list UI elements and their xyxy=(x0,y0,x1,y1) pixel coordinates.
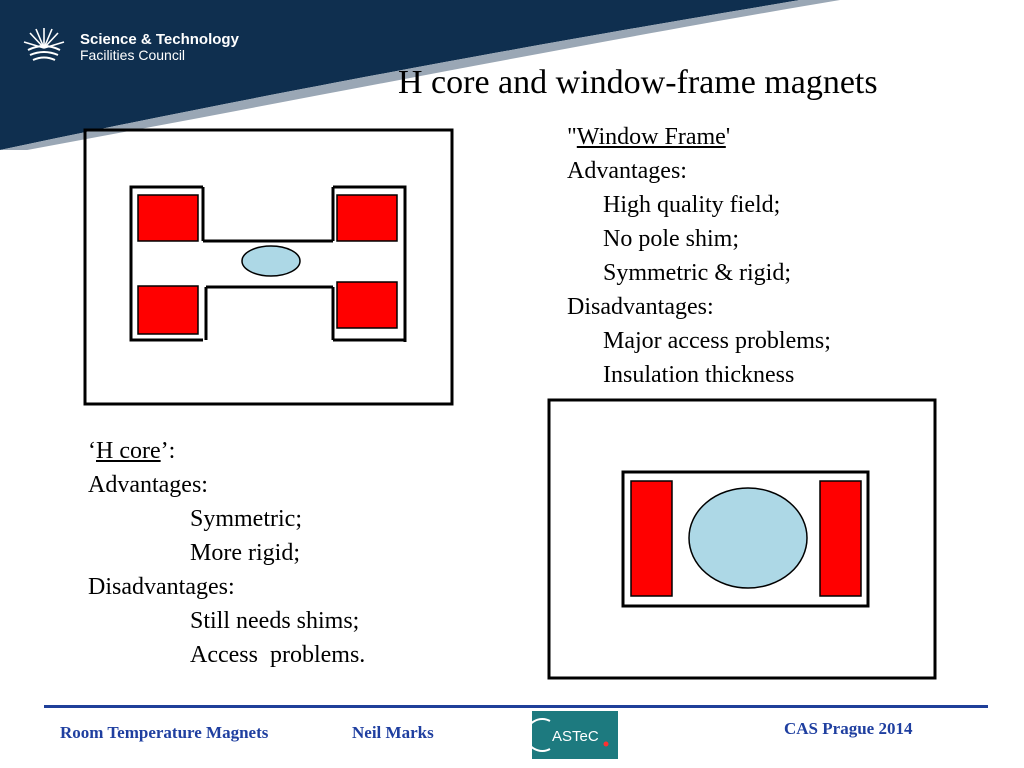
h-core-notes xyxy=(88,434,365,672)
footer-rule xyxy=(44,705,988,708)
advantage-item: No pole shim; xyxy=(603,226,739,252)
disadvantage-item: Still needs shims; xyxy=(190,608,360,634)
advantage-item: Symmetric & rigid; xyxy=(603,260,791,286)
h-core-magnet-diagram xyxy=(80,126,460,411)
window-frame-heading: "Window Frame' xyxy=(567,124,731,150)
astec-logo-icon xyxy=(532,711,618,759)
h-core-aperture xyxy=(242,246,300,276)
org-name-line2: Facilities Council xyxy=(80,47,186,63)
advantage-item: Symmetric; xyxy=(190,506,302,532)
slide-title: H core and window-frame magnets xyxy=(398,64,878,101)
disadvantages-label: Disadvantages: xyxy=(567,294,714,320)
h-core-coil xyxy=(337,282,397,328)
window-frame-aperture xyxy=(689,488,807,588)
h-core-coil xyxy=(138,286,198,334)
disadvantage-item: Insulation thickness xyxy=(603,362,795,388)
footer-event: CAS Prague 2014 xyxy=(784,719,913,738)
h-core-heading: ‘H core’: xyxy=(88,438,176,464)
advantages-label: Advantages: xyxy=(88,472,208,498)
window-frame-coil xyxy=(820,481,861,596)
window-frame-coil xyxy=(631,481,672,596)
advantage-item: More rigid; xyxy=(190,540,300,566)
disadvantage-item: Access problems. xyxy=(190,642,366,668)
h-core-coil xyxy=(337,195,397,241)
disadvantages-label: Disadvantages: xyxy=(88,574,235,600)
advantage-item: High quality field; xyxy=(603,192,781,218)
svg-text:ASTeC: ASTeC xyxy=(552,728,599,745)
disadvantage-item: Major access problems; xyxy=(603,328,831,354)
footer-author: Neil Marks xyxy=(352,723,434,742)
advantages-label: Advantages: xyxy=(567,158,687,184)
stfc-logo-icon xyxy=(20,24,68,64)
window-frame-magnet-diagram xyxy=(544,396,940,682)
footer-course-name: Room Temperature Magnets xyxy=(60,723,269,742)
org-name-line1: Science & Technology xyxy=(80,31,239,48)
h-core-coil xyxy=(138,195,198,241)
window-frame-notes xyxy=(567,120,831,392)
